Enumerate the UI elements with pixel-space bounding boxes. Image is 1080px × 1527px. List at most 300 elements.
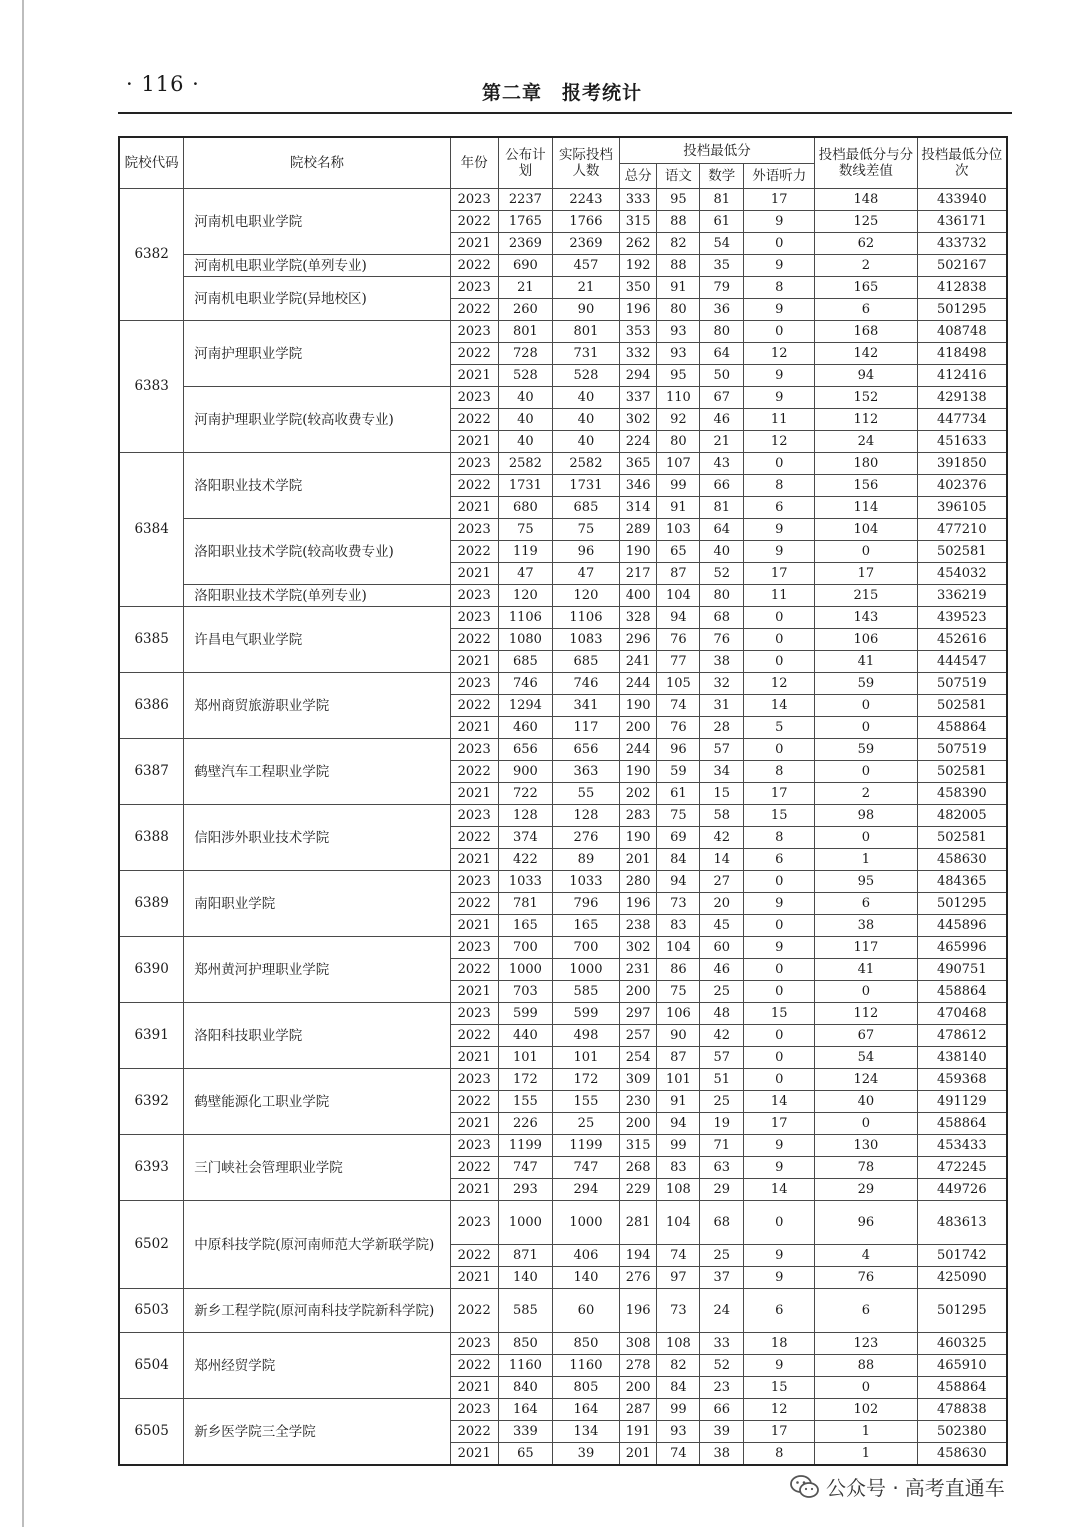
cell-total: 289 — [619, 519, 657, 541]
cell-chinese: 104 — [657, 585, 700, 607]
cell-listening: 0 — [744, 629, 815, 651]
cell-listening: 15 — [744, 805, 815, 827]
cell-actual: 60 — [553, 1289, 620, 1333]
cell-chinese: 75 — [657, 981, 700, 1003]
cell-rank: 478838 — [917, 1399, 1007, 1421]
cell-actual: 47 — [553, 563, 620, 585]
cell-total: 201 — [619, 1443, 657, 1466]
cell-plan: 747 — [498, 1157, 552, 1179]
cell-rank: 465996 — [917, 937, 1007, 959]
cell-rank: 433732 — [917, 233, 1007, 255]
cell-actual: 90 — [553, 299, 620, 321]
cell-listening: 8 — [744, 475, 815, 497]
cell-total: 281 — [619, 1201, 657, 1245]
cell-chinese: 59 — [657, 761, 700, 783]
cell-diff: 0 — [815, 541, 917, 563]
cell-rank: 447734 — [917, 409, 1007, 431]
cell-rank: 483613 — [917, 1201, 1007, 1245]
cell-math: 36 — [700, 299, 744, 321]
cell-year: 2023 — [450, 189, 498, 211]
table-row — [119, 277, 1007, 299]
cell-total: 200 — [619, 717, 657, 739]
cell-total: 294 — [619, 365, 657, 387]
cell-rank: 445896 — [917, 915, 1007, 937]
cell-listening: 0 — [744, 1047, 815, 1069]
cell-plan: 685 — [498, 651, 552, 673]
cell-year: 2023 — [450, 607, 498, 629]
cell-rank: 472245 — [917, 1157, 1007, 1179]
cell-year: 2021 — [450, 1267, 498, 1289]
cell-actual: 585 — [553, 981, 620, 1003]
cell-actual: 25 — [553, 1113, 620, 1135]
cell-code: 6505 — [119, 1399, 184, 1466]
cell-rank: 501295 — [917, 299, 1007, 321]
cell-math: 64 — [700, 343, 744, 365]
cell-year: 2022 — [450, 541, 498, 563]
cell-math: 66 — [700, 1399, 744, 1421]
cell-plan: 1106 — [498, 607, 552, 629]
cell-math: 43 — [700, 453, 744, 475]
cell-diff: 1 — [815, 849, 917, 871]
cell-total: 190 — [619, 541, 657, 563]
cell-diff: 156 — [815, 475, 917, 497]
cell-code: 6382 — [119, 189, 184, 321]
cell-actual: 457 — [553, 255, 620, 277]
cell-chinese: 76 — [657, 717, 700, 739]
cell-chinese: 99 — [657, 1399, 700, 1421]
cell-rank: 491129 — [917, 1091, 1007, 1113]
cell-name: 信阳涉外职业技术学院 — [184, 805, 450, 871]
cell-listening: 9 — [744, 387, 815, 409]
header-plan: 公布计划 — [498, 137, 552, 189]
cell-rank: 429138 — [917, 387, 1007, 409]
table-row — [119, 255, 1007, 277]
table-row — [119, 673, 1007, 695]
cell-math: 35 — [700, 255, 744, 277]
cell-rank: 501295 — [917, 893, 1007, 915]
cell-plan: 47 — [498, 563, 552, 585]
cell-code: 6502 — [119, 1201, 184, 1289]
table-row — [119, 1135, 1007, 1157]
cell-year: 2022 — [450, 1289, 498, 1333]
cell-listening: 0 — [744, 1069, 815, 1091]
cell-diff: 67 — [815, 1025, 917, 1047]
cell-listening: 9 — [744, 255, 815, 277]
cell-chinese: 93 — [657, 343, 700, 365]
cell-chinese: 90 — [657, 1025, 700, 1047]
cell-plan: 850 — [498, 1333, 552, 1355]
cell-year: 2023 — [450, 1069, 498, 1091]
cell-math: 20 — [700, 893, 744, 915]
cell-math: 42 — [700, 1025, 744, 1047]
cell-actual: 746 — [553, 673, 620, 695]
cell-name: 郑州黄河护理职业学院 — [184, 937, 450, 1003]
cell-chinese: 92 — [657, 409, 700, 431]
cell-plan: 528 — [498, 365, 552, 387]
cell-name: 郑州商贸旅游职业学院 — [184, 673, 450, 739]
cell-listening: 14 — [744, 695, 815, 717]
cell-listening: 9 — [744, 1355, 815, 1377]
cell-listening: 0 — [744, 651, 815, 673]
cell-chinese: 83 — [657, 915, 700, 937]
cell-actual: 21 — [553, 277, 620, 299]
cell-year: 2022 — [450, 1157, 498, 1179]
cell-math: 57 — [700, 739, 744, 761]
cell-total: 244 — [619, 673, 657, 695]
cell-actual: 140 — [553, 1267, 620, 1289]
cell-year: 2022 — [450, 893, 498, 915]
cell-actual: 39 — [553, 1443, 620, 1466]
cell-actual: 599 — [553, 1003, 620, 1025]
cell-diff: 98 — [815, 805, 917, 827]
table-row — [119, 871, 1007, 893]
cell-year: 2023 — [450, 453, 498, 475]
cell-actual: 40 — [553, 431, 620, 453]
cell-rank: 452616 — [917, 629, 1007, 651]
cell-total: 200 — [619, 981, 657, 1003]
cell-plan: 164 — [498, 1399, 552, 1421]
cell-math: 15 — [700, 783, 744, 805]
cell-total: 262 — [619, 233, 657, 255]
cell-year: 2022 — [450, 761, 498, 783]
cell-year: 2022 — [450, 1355, 498, 1377]
cell-plan: 871 — [498, 1245, 552, 1267]
cell-actual: 801 — [553, 321, 620, 343]
cell-year: 2021 — [450, 783, 498, 805]
cell-diff: 6 — [815, 299, 917, 321]
cell-actual: 656 — [553, 739, 620, 761]
cell-listening: 5 — [744, 717, 815, 739]
footer-brand-name: 高考直通车 — [904, 1476, 1005, 1500]
cell-year: 2021 — [450, 1377, 498, 1399]
table-row — [119, 805, 1007, 827]
cell-plan: 690 — [498, 255, 552, 277]
cell-rank: 484365 — [917, 871, 1007, 893]
cell-year: 2023 — [450, 805, 498, 827]
cell-name: 许昌电气职业学院 — [184, 607, 450, 673]
cell-chinese: 91 — [657, 1091, 700, 1113]
cell-diff: 54 — [815, 1047, 917, 1069]
cell-math: 67 — [700, 387, 744, 409]
cell-listening: 17 — [744, 1113, 815, 1135]
cell-total: 241 — [619, 651, 657, 673]
cell-math: 52 — [700, 563, 744, 585]
cell-code: 6388 — [119, 805, 184, 871]
cell-diff: 38 — [815, 915, 917, 937]
cell-actual: 75 — [553, 519, 620, 541]
cell-listening: 12 — [744, 1399, 815, 1421]
cell-diff: 104 — [815, 519, 917, 541]
cell-actual: 1106 — [553, 607, 620, 629]
cell-diff: 96 — [815, 1201, 917, 1245]
cell-math: 31 — [700, 695, 744, 717]
cell-actual: 276 — [553, 827, 620, 849]
cell-rank: 507519 — [917, 673, 1007, 695]
cell-total: 287 — [619, 1399, 657, 1421]
page-binding-edge — [22, 0, 24, 1527]
cell-plan: 65 — [498, 1443, 552, 1466]
cell-actual: 1766 — [553, 211, 620, 233]
cell-rank: 436171 — [917, 211, 1007, 233]
cell-rank: 490751 — [917, 959, 1007, 981]
cell-plan: 2237 — [498, 189, 552, 211]
cell-chinese: 93 — [657, 1421, 700, 1443]
cell-actual: 40 — [553, 387, 620, 409]
cell-chinese: 96 — [657, 739, 700, 761]
cell-plan: 900 — [498, 761, 552, 783]
cell-total: 192 — [619, 255, 657, 277]
cell-rank: 459368 — [917, 1069, 1007, 1091]
cell-actual: 117 — [553, 717, 620, 739]
cell-name: 南阳职业学院 — [184, 871, 450, 937]
cell-actual: 685 — [553, 651, 620, 673]
cell-name: 鹤壁能源化工职业学院 — [184, 1069, 450, 1135]
cell-listening: 14 — [744, 1179, 815, 1201]
cell-total: 283 — [619, 805, 657, 827]
cell-year: 2023 — [450, 1135, 498, 1157]
cell-chinese: 84 — [657, 1377, 700, 1399]
cell-math: 80 — [700, 321, 744, 343]
cell-chinese: 94 — [657, 1113, 700, 1135]
cell-math: 48 — [700, 1003, 744, 1025]
cell-listening: 0 — [744, 981, 815, 1003]
cell-rank: 458390 — [917, 783, 1007, 805]
header-divider — [118, 112, 1012, 114]
cell-diff: 24 — [815, 431, 917, 453]
cell-chinese: 104 — [657, 937, 700, 959]
cell-chinese: 83 — [657, 1157, 700, 1179]
cell-diff: 76 — [815, 1267, 917, 1289]
cell-plan: 40 — [498, 409, 552, 431]
cell-chinese: 75 — [657, 805, 700, 827]
cell-listening: 17 — [744, 189, 815, 211]
cell-year: 2022 — [450, 1091, 498, 1113]
cell-diff: 1 — [815, 1421, 917, 1443]
cell-chinese: 105 — [657, 673, 700, 695]
cell-listening: 0 — [744, 233, 815, 255]
cell-plan: 165 — [498, 915, 552, 937]
cell-rank: 451633 — [917, 431, 1007, 453]
cell-diff: 6 — [815, 1289, 917, 1333]
cell-code: 6391 — [119, 1003, 184, 1069]
table-row — [119, 1333, 1007, 1355]
cell-listening: 18 — [744, 1333, 815, 1355]
cell-plan: 460 — [498, 717, 552, 739]
cell-diff: 59 — [815, 739, 917, 761]
cell-chinese: 101 — [657, 1069, 700, 1091]
cell-diff: 114 — [815, 497, 917, 519]
cell-rank: 438140 — [917, 1047, 1007, 1069]
cell-code: 6386 — [119, 673, 184, 739]
cell-listening: 17 — [744, 563, 815, 585]
cell-math: 37 — [700, 1267, 744, 1289]
cell-math: 58 — [700, 805, 744, 827]
cell-total: 346 — [619, 475, 657, 497]
cell-math: 63 — [700, 1157, 744, 1179]
cell-year: 2021 — [450, 915, 498, 937]
cell-year: 2021 — [450, 1047, 498, 1069]
header-min-score-group: 投档最低分 — [619, 137, 814, 164]
cell-rank: 458630 — [917, 849, 1007, 871]
cell-year: 2021 — [450, 981, 498, 1003]
cell-math: 25 — [700, 981, 744, 1003]
cell-chinese: 106 — [657, 1003, 700, 1025]
cell-diff: 215 — [815, 585, 917, 607]
cell-math: 27 — [700, 871, 744, 893]
cell-listening: 17 — [744, 1421, 815, 1443]
table-row — [119, 387, 1007, 409]
cell-chinese: 95 — [657, 365, 700, 387]
cell-listening: 15 — [744, 1377, 815, 1399]
cell-name: 河南护理职业学院(较高收费专业) — [184, 387, 450, 453]
cell-chinese: 97 — [657, 1267, 700, 1289]
cell-total: 200 — [619, 1113, 657, 1135]
cell-chinese: 99 — [657, 1135, 700, 1157]
cell-plan: 728 — [498, 343, 552, 365]
cell-actual: 406 — [553, 1245, 620, 1267]
cell-name: 新乡工程学院(原河南科技学院新科学院) — [184, 1289, 450, 1333]
cell-listening: 9 — [744, 1245, 815, 1267]
cell-code: 6390 — [119, 937, 184, 1003]
cell-chinese: 73 — [657, 893, 700, 915]
cell-rank: 396105 — [917, 497, 1007, 519]
cell-chinese: 80 — [657, 431, 700, 453]
cell-rank: 433940 — [917, 189, 1007, 211]
cell-rank: 402376 — [917, 475, 1007, 497]
cell-listening: 6 — [744, 849, 815, 871]
cell-plan: 746 — [498, 673, 552, 695]
cell-name: 河南机电职业学院(异地校区) — [184, 277, 450, 321]
cell-actual: 1033 — [553, 871, 620, 893]
cell-chinese: 108 — [657, 1333, 700, 1355]
cell-total: 196 — [619, 299, 657, 321]
cell-listening: 0 — [744, 321, 815, 343]
table-row — [119, 519, 1007, 541]
cell-listening: 9 — [744, 1267, 815, 1289]
table-row — [119, 739, 1007, 761]
cell-actual: 1000 — [553, 959, 620, 981]
cell-year: 2022 — [450, 409, 498, 431]
cell-total: 217 — [619, 563, 657, 585]
cell-diff: 29 — [815, 1179, 917, 1201]
cell-total: 302 — [619, 937, 657, 959]
cell-actual: 96 — [553, 541, 620, 563]
cell-plan: 656 — [498, 739, 552, 761]
cell-year: 2021 — [450, 365, 498, 387]
cell-diff: 6 — [815, 893, 917, 915]
cell-diff: 4 — [815, 1245, 917, 1267]
cell-year: 2023 — [450, 1201, 498, 1245]
cell-rank: 408748 — [917, 321, 1007, 343]
cell-plan: 155 — [498, 1091, 552, 1113]
header-diff: 投档最低分与分数线差值 — [815, 137, 917, 189]
cell-diff: 130 — [815, 1135, 917, 1157]
cell-plan: 40 — [498, 431, 552, 453]
cell-chinese: 88 — [657, 211, 700, 233]
cell-rank: 502167 — [917, 255, 1007, 277]
cell-plan: 801 — [498, 321, 552, 343]
cell-rank: 458864 — [917, 1377, 1007, 1399]
cell-total: 224 — [619, 431, 657, 453]
cell-listening: 8 — [744, 277, 815, 299]
cell-actual: 2582 — [553, 453, 620, 475]
cell-chinese: 94 — [657, 607, 700, 629]
cell-diff: 180 — [815, 453, 917, 475]
cell-plan: 1199 — [498, 1135, 552, 1157]
cell-diff: 95 — [815, 871, 917, 893]
cell-actual: 101 — [553, 1047, 620, 1069]
cell-year: 2022 — [450, 959, 498, 981]
cell-rank: 458864 — [917, 981, 1007, 1003]
cell-math: 50 — [700, 365, 744, 387]
cell-chinese: 82 — [657, 233, 700, 255]
page-number: · 116 · — [126, 72, 200, 96]
cell-actual: 120 — [553, 585, 620, 607]
cell-diff: 1 — [815, 1443, 917, 1466]
cell-year: 2022 — [450, 695, 498, 717]
cell-actual: 55 — [553, 783, 620, 805]
cell-rank: 482005 — [917, 805, 1007, 827]
cell-plan: 700 — [498, 937, 552, 959]
cell-year: 2023 — [450, 277, 498, 299]
cell-total: 297 — [619, 1003, 657, 1025]
cell-plan: 722 — [498, 783, 552, 805]
cell-total: 365 — [619, 453, 657, 475]
cell-diff: 123 — [815, 1333, 917, 1355]
cell-listening: 8 — [744, 1443, 815, 1466]
cell-listening: 0 — [744, 1025, 815, 1047]
cell-actual: 341 — [553, 695, 620, 717]
cell-rank: 501295 — [917, 1289, 1007, 1333]
cell-year: 2022 — [450, 255, 498, 277]
cell-diff: 165 — [815, 277, 917, 299]
cell-diff: 41 — [815, 651, 917, 673]
cell-plan: 119 — [498, 541, 552, 563]
cell-diff: 143 — [815, 607, 917, 629]
cell-chinese: 69 — [657, 827, 700, 849]
cell-listening: 9 — [744, 893, 815, 915]
header-code: 院校代码 — [119, 137, 184, 189]
cell-chinese: 74 — [657, 1443, 700, 1466]
cell-year: 2022 — [450, 629, 498, 651]
cell-listening: 9 — [744, 937, 815, 959]
cell-name: 河南机电职业学院 — [184, 189, 450, 255]
cell-total: 230 — [619, 1091, 657, 1113]
cell-actual: 134 — [553, 1421, 620, 1443]
cell-year: 2022 — [450, 1025, 498, 1047]
cell-rank: 458630 — [917, 1443, 1007, 1466]
cell-total: 333 — [619, 189, 657, 211]
cell-actual: 128 — [553, 805, 620, 827]
cell-year: 2022 — [450, 1421, 498, 1443]
cell-chinese: 108 — [657, 1179, 700, 1201]
table-row — [119, 1289, 1007, 1333]
cell-total: 296 — [619, 629, 657, 651]
cell-plan: 101 — [498, 1047, 552, 1069]
cell-year: 2022 — [450, 343, 498, 365]
cell-diff: 0 — [815, 1377, 917, 1399]
cell-rank: 425090 — [917, 1267, 1007, 1289]
cell-total: 309 — [619, 1069, 657, 1091]
cell-listening: 9 — [744, 299, 815, 321]
cell-rank: 478612 — [917, 1025, 1007, 1047]
cell-name: 洛阳职业技术学院(较高收费专业) — [184, 519, 450, 585]
cell-name: 河南护理职业学院 — [184, 321, 450, 387]
cell-total: 268 — [619, 1157, 657, 1179]
cell-math: 61 — [700, 211, 744, 233]
cell-total: 194 — [619, 1245, 657, 1267]
cell-chinese: 87 — [657, 1047, 700, 1069]
